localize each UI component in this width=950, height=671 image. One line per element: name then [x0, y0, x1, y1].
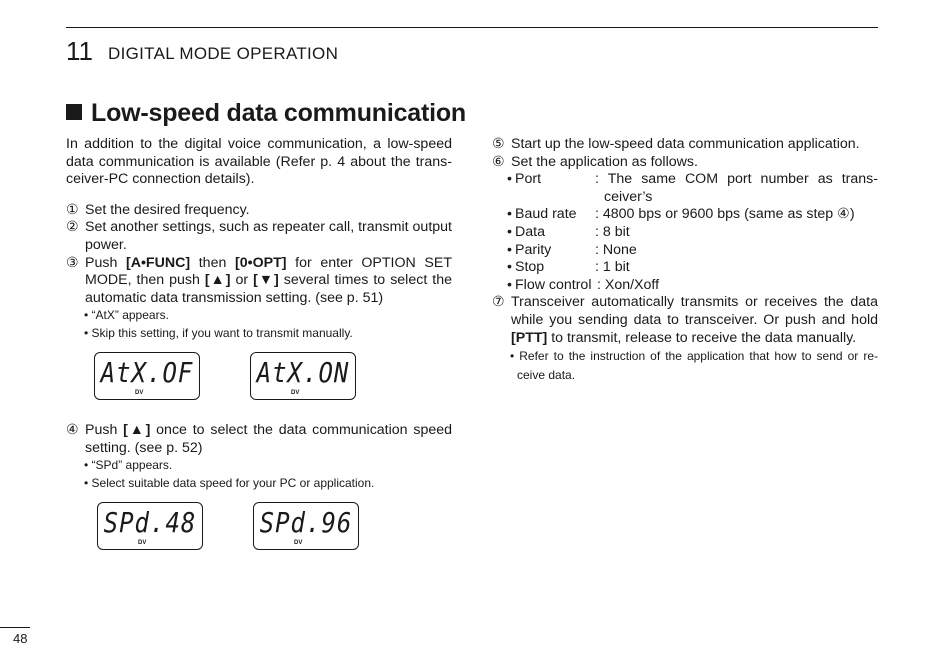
- step-3-number: ③: [66, 254, 79, 271]
- step-3-text-b: then: [190, 254, 236, 271]
- step-6-number: ⑥: [492, 153, 505, 170]
- chapter-number: 11: [66, 36, 93, 66]
- setting-label: Parity: [515, 241, 552, 258]
- setting-label: Baud rate: [515, 206, 577, 223]
- setting-row-stop: • Stop : 1 bit: [492, 259, 878, 277]
- step-3-note-1: • “AtX” appears.: [84, 308, 169, 323]
- key-ptt: [PTT]: [511, 329, 548, 346]
- lcd-atx-on-text: AtX.ON: [256, 356, 350, 390]
- dv-indicator: DV: [294, 540, 303, 546]
- setting-value: : Xon/Xoff: [597, 276, 660, 293]
- step-1-text: Set the desired frequency.: [85, 201, 250, 218]
- step-7-text-b: to transmit, release to receive the data manually.: [547, 329, 857, 346]
- dv-indicator: DV: [291, 390, 300, 396]
- step-4-note-2: • Select suitable data speed for your PC or application.: [84, 475, 375, 490]
- lcd-atx-off-text: AtX.OF: [100, 356, 194, 390]
- step-1: [66, 202, 452, 220]
- step-3: [66, 255, 452, 308]
- step-7-number: ⑦: [492, 294, 505, 311]
- step-7-note: • Refer to the instruction of the application that how to send or re-ceive data.: [510, 349, 878, 383]
- setting-row-port-cont: [492, 189, 878, 207]
- intro-paragraph: In addition to the digital voice communication, a low-speed data communication is available (Refer p. 4 about the trans-ceiver-PC connection details).: [66, 136, 452, 188]
- page-number-rule: [0, 627, 30, 628]
- setting-value: : 8 bit: [595, 223, 630, 240]
- step-4: [66, 422, 452, 457]
- key-up: [▲]: [204, 272, 231, 289]
- section-title: [66, 99, 466, 128]
- left-column: [66, 136, 452, 343]
- section-title-text: Low-speed data communication: [91, 99, 467, 127]
- step-3-text-d: , then push: [127, 272, 205, 289]
- step-2-text: Set another settings, such as repeater call, transmit output power.: [85, 219, 452, 253]
- step-4-number: ④: [66, 422, 79, 438]
- step-1-number: ①: [66, 201, 79, 218]
- step-5: [492, 136, 878, 154]
- step-5-number: ⑤: [492, 136, 505, 152]
- dv-indicator: DV: [138, 540, 147, 546]
- chapter-title: DIGITAL MODE OPERATION: [108, 44, 339, 63]
- step-6: [492, 154, 878, 172]
- lcd-atx-on: [250, 352, 356, 400]
- setting-value: : 4800 bps or 9600 bps (same as step ④): [595, 206, 855, 223]
- setting-label: Flow control: [515, 276, 592, 293]
- step-3-text-a: Push: [85, 254, 126, 271]
- lcd-spd-96: [253, 502, 359, 550]
- lcd-atx-off: [94, 352, 200, 400]
- setting-row-port: • Port : The same COM port number as trans-: [507, 171, 878, 188]
- step-5-text: Start up the low-speed data communication application.: [511, 136, 860, 152]
- step-3-text-f: several times to select the automatic data transmission setting. (see p. 51): [85, 272, 452, 306]
- setting-label: Data: [515, 223, 545, 240]
- setting-value-continued: ceiver’s: [604, 188, 653, 205]
- page-number: 48: [13, 631, 28, 646]
- left-column-step-4: [66, 422, 452, 492]
- setting-value: : 1 bit: [595, 259, 630, 276]
- setting-row-flow-control: • Flow control : Xon/Xoff: [507, 276, 660, 293]
- step-3-text-c: for enter: [286, 254, 362, 271]
- step-4-text-a: Push: [85, 422, 124, 438]
- setting-row-baud-rate: • Baud rate : 4800 bps or 9600 bps (same as step ④): [492, 206, 878, 224]
- step-4-note-1: • “SPd” appears.: [84, 458, 173, 473]
- step-7: [492, 294, 878, 347]
- lcd-spd-48: [97, 502, 203, 550]
- setting-label: Stop: [515, 259, 545, 276]
- setting-row-data: • Data : 8 bit: [492, 224, 878, 242]
- key-a-func: [A•FUNC]: [126, 254, 191, 271]
- lcd-spd-48-text: SPd.48: [103, 506, 197, 540]
- step-7-text-a: Transceiver automatically transmits or receives the data while you sending data to transceiver. Or push and hold: [511, 294, 878, 328]
- lcd-spd-96-text: SPd.96: [259, 506, 353, 540]
- header-rule: [66, 27, 878, 28]
- key-down: [▼]: [253, 272, 279, 289]
- square-bullet-icon: [66, 104, 82, 120]
- right-column: [492, 136, 878, 385]
- setting-label: Port: [515, 171, 542, 188]
- key-up: [▲]: [123, 422, 151, 438]
- step-6-text: Set the application as follows.: [511, 153, 698, 170]
- setting-value: : The same COM port number as trans-: [595, 171, 878, 188]
- step-2: [66, 219, 452, 254]
- dv-indicator: DV: [135, 390, 144, 396]
- step-3-text-e: or: [230, 272, 254, 289]
- key-0-opt: [0•OPT]: [235, 254, 287, 271]
- option-set-mode-label: OPTION SET MODE: [85, 254, 453, 289]
- step-4-text-b: once to select the data communication speed setting. (see p. 52): [85, 422, 453, 456]
- step-3-note-2: • Skip this setting, if you want to transmit manually.: [84, 325, 353, 340]
- setting-row-parity: • Parity : None: [492, 242, 878, 260]
- step-2-number: ②: [66, 219, 79, 236]
- setting-value: : None: [595, 241, 637, 258]
